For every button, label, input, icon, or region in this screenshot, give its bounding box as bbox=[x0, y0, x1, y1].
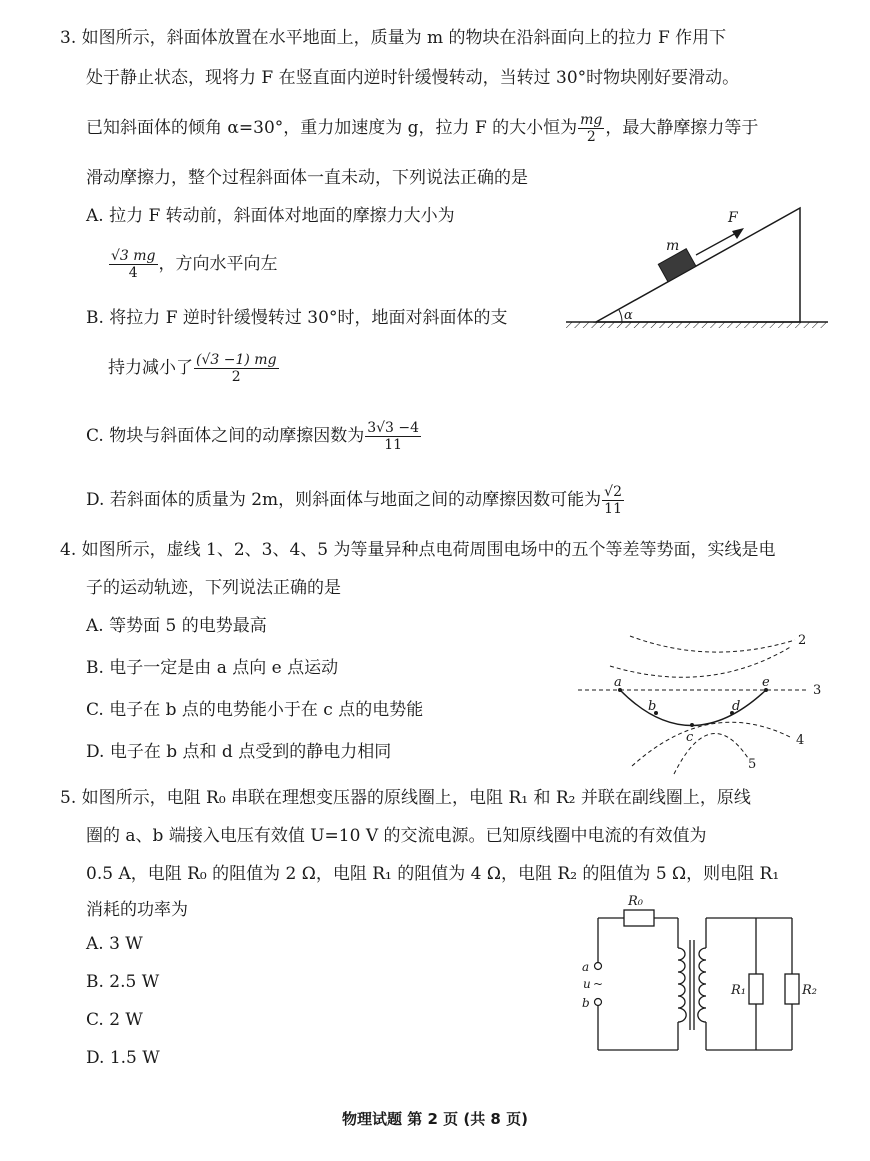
q3-option-a-num: √3 mg bbox=[111, 248, 156, 264]
label-b: b bbox=[582, 996, 590, 1010]
point-b: b bbox=[648, 699, 657, 714]
q5-option-a: A. 3 W bbox=[86, 934, 143, 954]
q4-stem-line2: 子的运动轨迹，下列说法正确的是 bbox=[86, 578, 341, 598]
q3-stem-line3-tail: ，最大静摩擦力等于 bbox=[605, 118, 759, 139]
secondary-coil bbox=[698, 948, 706, 1022]
q5-stem-line3: 0.5 A，电阻 R₀ 的阻值为 2 Ω，电阻 R₁ 的阻值为 4 Ω，电阻 R₂ 的阻值为 5 Ω，则电阻 R₁ bbox=[86, 864, 780, 884]
q5-circuit-figure bbox=[578, 890, 838, 1065]
q3-stem-line3 bbox=[86, 112, 758, 145]
q3-option-d-den: 11 bbox=[604, 501, 622, 518]
q3-option-b-den: 2 bbox=[231, 369, 241, 386]
q3-option-a-fraction bbox=[109, 248, 158, 281]
q3-option-c-fraction bbox=[365, 420, 421, 453]
point-c: c bbox=[686, 730, 694, 745]
primary-coil bbox=[678, 948, 686, 1022]
q3-option-a-tail: ，方向水平向左 bbox=[158, 254, 278, 275]
q3-option-b-line2 bbox=[108, 352, 280, 385]
q3-incline-figure bbox=[560, 198, 840, 338]
point-d: d bbox=[732, 699, 741, 714]
q3-force-fraction bbox=[578, 112, 604, 145]
point-c-dot bbox=[690, 723, 694, 727]
label-a: a bbox=[582, 960, 590, 974]
q4-equipotential-figure bbox=[570, 626, 830, 776]
resistor-r2 bbox=[785, 974, 799, 1004]
label-4: 4 bbox=[796, 733, 805, 748]
q3-option-c-text: C. 物块与斜面体之间的动摩擦因数为 bbox=[86, 426, 365, 447]
point-a: a bbox=[614, 675, 622, 690]
resistor-r0 bbox=[624, 910, 654, 926]
label-3: 3 bbox=[813, 683, 822, 698]
q3-stem-line2: 处于静止状态，现将力 F 在竖直面内逆时针缓慢转动，当转过 30°时物块刚好要滑动。 bbox=[86, 68, 740, 88]
q4-option-c: C. 电子在 b 点的电势能小于在 c 点的电势能 bbox=[86, 700, 424, 720]
label-tilde: ~ bbox=[593, 977, 604, 991]
q3-option-a-line1: A. 拉力 F 转动前，斜面体对地面的摩擦力大小为 bbox=[86, 206, 455, 226]
angle-arc bbox=[619, 310, 622, 322]
q3-stem-line3-text: 已知斜面体的倾角 α=30°，重力加速度为 g，拉力 F 的大小恒为 bbox=[86, 118, 578, 139]
q5-stem-line1: 5. 如图所示，电阻 R₀ 串联在理想变压器的原线圈上，电阻 R₁ 和 R₂ 并联在副线圈上，原线 bbox=[60, 788, 751, 808]
q4-stem-line1: 4. 如图所示，虚线 1、2、3、4、5 为等量异种点电荷周围电场中的五个等差等势面，实线是电 bbox=[60, 540, 776, 560]
force-arrow-line bbox=[696, 232, 738, 255]
q3-force-den: 2 bbox=[586, 129, 596, 146]
q3-option-c bbox=[86, 420, 422, 453]
alpha-label: α bbox=[624, 308, 633, 323]
equipotential-2 bbox=[610, 646, 792, 677]
q3-option-b-num: (√3 −1) mg bbox=[196, 352, 277, 368]
terminal-a bbox=[595, 963, 602, 970]
label-r0: R₀ bbox=[628, 894, 643, 909]
q3-option-d-text: D. 若斜面体的质量为 2m，则斜面体与地面之间的动摩擦因数可能为 bbox=[86, 490, 602, 511]
q3-option-d bbox=[86, 484, 625, 517]
q3-option-b-fraction bbox=[194, 352, 279, 385]
point-e: e bbox=[762, 675, 770, 690]
q4-option-d: D. 电子在 b 点和 d 点受到的静电力相同 bbox=[86, 742, 392, 762]
q3-option-d-fraction bbox=[602, 484, 624, 517]
label-5: 5 bbox=[748, 757, 757, 772]
q3-option-b-text: 持力减小了 bbox=[108, 358, 193, 379]
mass-label: m bbox=[666, 238, 680, 254]
force-arrow-head bbox=[732, 228, 744, 239]
q3-option-c-den: 11 bbox=[384, 437, 403, 454]
label-u: u bbox=[583, 977, 591, 991]
terminal-b bbox=[595, 999, 602, 1006]
q3-option-d-num: √2 bbox=[604, 484, 622, 500]
equipotential-1 bbox=[630, 636, 795, 652]
q4-option-a: A. 等势面 5 的电势最高 bbox=[86, 616, 267, 636]
label-r2: R₂ bbox=[802, 983, 817, 998]
q3-stem-line1: 3. 如图所示，斜面体放置在水平地面上，质量为 m 的物块在沿斜面向上的拉力 F 作用下 bbox=[60, 28, 727, 48]
q3-option-a-line2 bbox=[108, 248, 278, 281]
label-r1: R₁ bbox=[731, 983, 746, 998]
q3-option-b-line1: B. 将拉力 F 逆时针缓慢转过 30°时，地面对斜面体的支 bbox=[86, 308, 508, 328]
page-footer: 物理试题 第 2 页 (共 8 页) bbox=[342, 1110, 528, 1128]
q5-stem-line4: 消耗的功率为 bbox=[86, 900, 188, 920]
q5-option-c: C. 2 W bbox=[86, 1010, 143, 1030]
electron-trajectory bbox=[620, 690, 766, 726]
label-2: 2 bbox=[798, 633, 807, 648]
force-label: F bbox=[728, 210, 738, 226]
q3-force-num: mg bbox=[580, 112, 603, 128]
q5-option-d: D. 1.5 W bbox=[86, 1048, 160, 1068]
q3-option-c-num: 3√3 −4 bbox=[367, 420, 420, 436]
q5-option-b: B. 2.5 W bbox=[86, 972, 160, 992]
q3-stem-line4: 滑动摩擦力，整个过程斜面体一直未动，下列说法正确的是 bbox=[86, 168, 528, 188]
q3-option-a-den: 4 bbox=[128, 265, 138, 282]
resistor-r1 bbox=[749, 974, 763, 1004]
ground-hatch bbox=[566, 322, 828, 328]
q4-option-b: B. 电子一定是由 a 点向 e 点运动 bbox=[86, 658, 339, 678]
equipotential-4 bbox=[632, 722, 792, 766]
incline-body bbox=[596, 208, 800, 322]
q5-stem-line2: 圈的 a、b 端接入电压有效值 U=10 V 的交流电源。已知原线圈中电流的有效值为 bbox=[86, 826, 707, 846]
